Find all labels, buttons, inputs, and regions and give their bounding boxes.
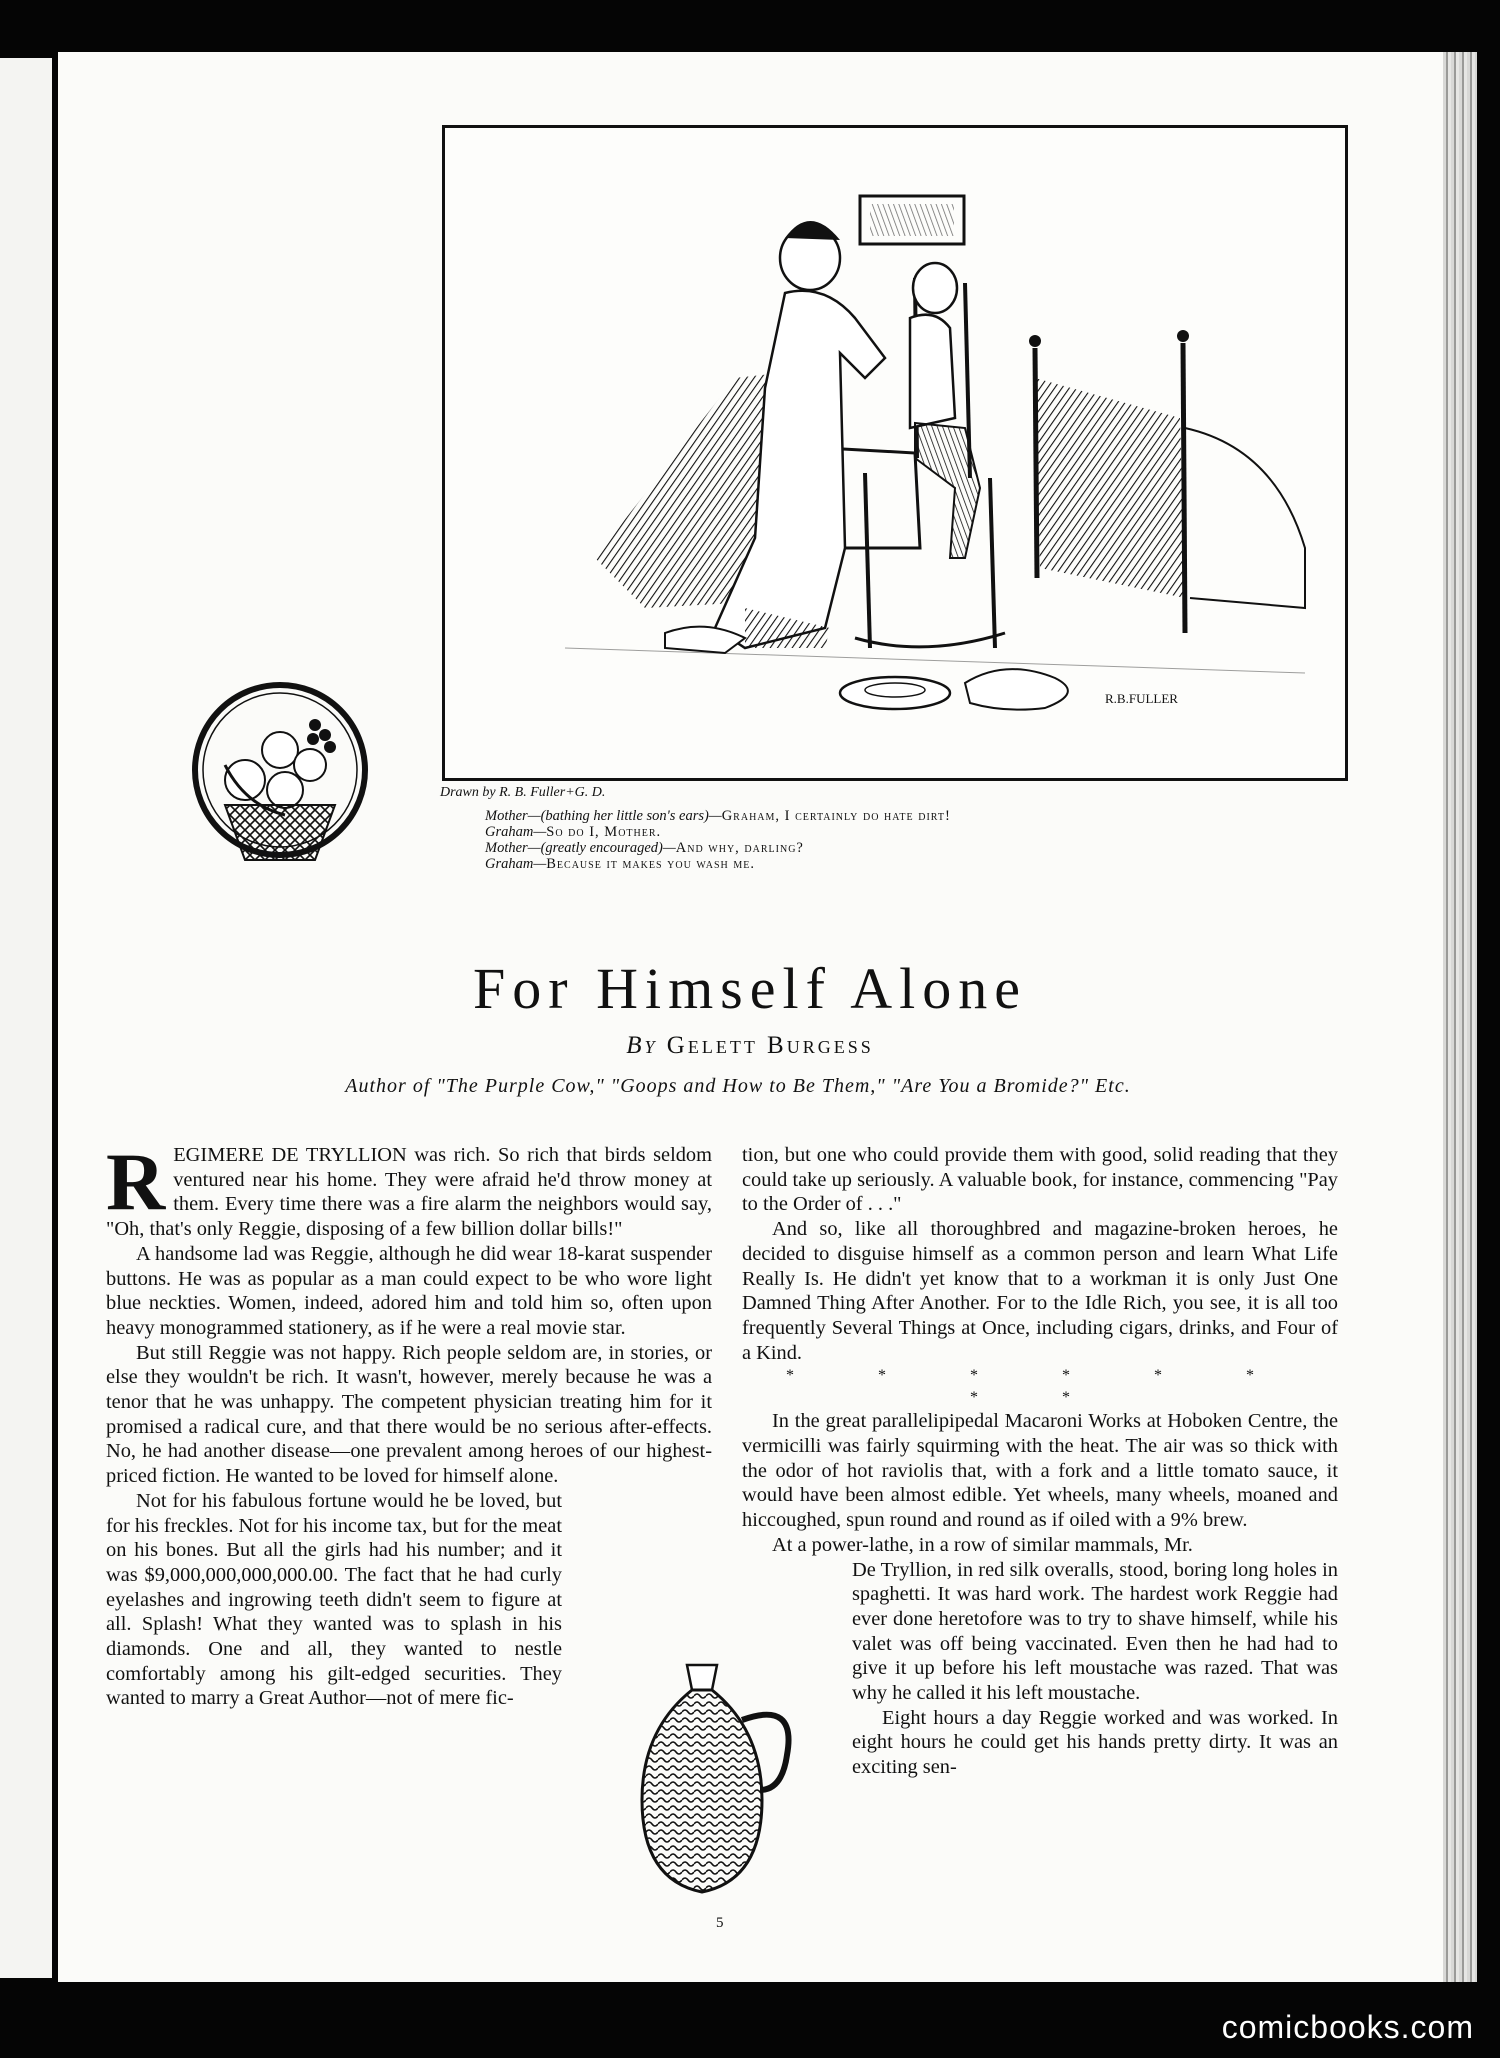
caption-speech: And why, darling? (675, 840, 804, 856)
page-number: 5 (716, 1915, 724, 1931)
caption-speech: Because it makes you wash me. (546, 856, 756, 872)
fruit-basket-ornament (185, 675, 375, 875)
caption-speaker: Graham (485, 856, 534, 872)
article-column-left (106, 1136, 712, 1711)
paragraph: And so, like all thoroughbred and magazine-broken heroes, he decided to disguise himself as a common person and learn What Life Really Is. He didn't yet know that to a workman it is only Just One Damned Thing After Another. For to the Idle Rich, you see, it is all too frequently Several Things at Once, including cigars, drinks, and Four of a Kind. (742, 1218, 1338, 1364)
paragraph: De Tryllion, in red silk overalls, stood, boring long holes in spaghetti. It was hard work. The hardest work Reggie had ever done heretofore was to try to shave himself, while his valet was off being vaccinated. Even then he had had to give it up before his left moustache was razed. That was why he called it his left moustache. (852, 1558, 1338, 1705)
paragraph: tion, but one who could provide them with good, solid reading that they could take up seriously. A valuable book, for instance, commencing "Pay to the Order of . . ." (742, 1144, 1338, 1216)
paragraph: But still Reggie was not happy. Rich people seldom are, in stories, or else they wouldn't be rich. It wasn't, however, merely because he was a tenor that he was unhappy. The competent physician treating him for it promised a radical cure, and that there would be no serious after-effects. No, he had another disease—one prevalent among heroes of our highest-priced fiction. He wanted to be loved for himself alone. (106, 1341, 712, 1488)
paragraph: In the great parallelipipedal Macaroni Works at Hoboken Centre, the vermicilli was fairly squirming with the heat. The air was so thick with the odor of hot raviolis that, with a fork and a little tomato sauce, it would have been almost edible. Yet wheels, many wheels, moaned and hiccoughed, spun round and round as if oiled with a 9% brew. (742, 1410, 1338, 1532)
paragraph-text: EGIMERE DE TRYLLION was rich. So rich that birds seldom ventured near his home. They were afraid he'd throw money at them. Every time there was a fire alarm the neighbors would say, "Oh, that's only Reggie, disposing of a few billion dollar bills!" (106, 1144, 712, 1241)
caption-speaker: Graham (485, 824, 534, 840)
article-title: For Himself Alone (473, 956, 1027, 1021)
illustration-caption (485, 808, 1345, 872)
illustration-credit: Drawn by R. B. Fuller+G. D. (440, 785, 606, 800)
caption-line (485, 856, 1345, 872)
caption-speech: Graham, I certainly do hate dirt! (721, 808, 951, 824)
caption-line (485, 824, 1345, 840)
byline-by: By (626, 1032, 658, 1059)
caption-direction: — (533, 824, 547, 840)
paragraph: Not for his fabulous fortune would he be loved, but for his freckles. Not for his income tax, but for the meat on his bones. But all the girls had his number; and it was $9,000,000,000,000.00. The fact that he had curly eyelashes and ingrowing teeth didn't seem to figure at all. Splash! What they wanted was to splash in his diamonds. One and all, they wanted to nestle comfortably among his gilt-edged securities. They wanted to marry a Great Author—not of mere fic- (106, 1489, 562, 1710)
caption-direction: — (533, 856, 547, 872)
caption-direction: —(greatly encouraged)— (527, 840, 676, 856)
site-watermark: comicbooks.com (1221, 2009, 1474, 2045)
author-note: Author of "The Purple Cow," "Goops and How to Be Them," "Are You a Bromide?" Etc. (345, 1075, 1131, 1097)
caption-speaker: Mother (485, 840, 528, 856)
drop-cap: R (106, 1136, 166, 1227)
article-column-right (742, 1143, 1338, 1780)
paragraph: Eight hours a day Reggie worked and was worked. In eight hours he could get his hands pretty dirty. It was an exciting sen- (852, 1706, 1338, 1779)
caption-line (485, 808, 1345, 824)
caption-speech: So do I, Mother. (546, 824, 662, 840)
section-break-stars: * * * * * * * * (786, 1367, 1294, 1407)
bath-illustration (442, 125, 1348, 781)
caption-speaker: Mother (485, 808, 528, 824)
caption-direction: —(bathing her little son's ears)— (527, 808, 722, 824)
paragraph: At a power-lathe, in a row of similar mammals, Mr. (772, 1533, 1193, 1556)
artist-signature: R.B.FULLER (1105, 691, 1178, 706)
byline (0, 1032, 1500, 1060)
paragraph (106, 1136, 712, 1242)
paragraph: A handsome lad was Reggie, although he did wear 18-karat suspender buttons. He was as popular as a man could expect to be who wore light blue neckties. Women, indeed, adored him and told him so, often upon heavy monogrammed stationery, as if he were a real movie star. (106, 1242, 712, 1339)
caption-line (485, 840, 1345, 856)
author-name: Gelett Burgess (666, 1032, 874, 1059)
